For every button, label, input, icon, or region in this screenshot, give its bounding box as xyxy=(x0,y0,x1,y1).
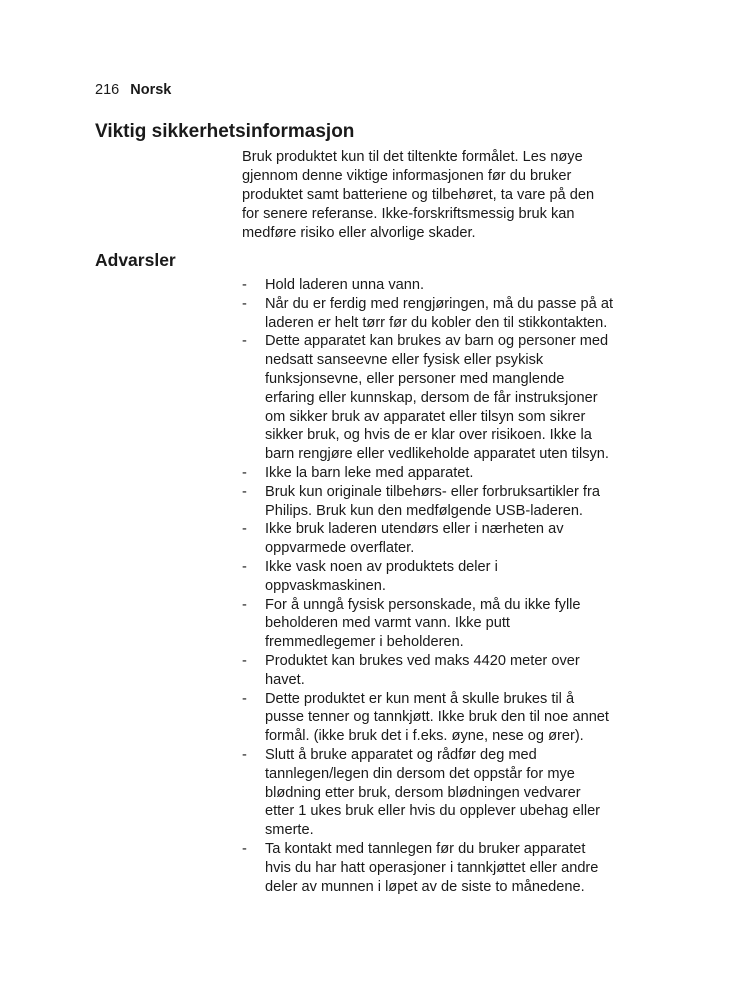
warning-item xyxy=(242,840,702,896)
bullet-dash: - xyxy=(242,746,247,763)
warning-line: oppvarmede overflater. xyxy=(265,540,415,557)
warning-item xyxy=(242,558,702,596)
warning-line: Ikke vask noen av produktets deler i xyxy=(265,558,498,575)
warning-line: Dette apparatet kan brukes av barn og personer med xyxy=(265,333,609,350)
bullet-dash: - xyxy=(242,840,247,857)
page-header xyxy=(95,82,171,98)
warning-line: laderen er helt tørr før du kobler den til stikkontakten. xyxy=(265,314,608,331)
warning-line: For å unngå fysisk personskade, må du ikke fylle xyxy=(265,596,581,613)
warning-line: Når du er ferdig med rengjøringen, må du passe på at xyxy=(265,295,614,312)
warnings-list xyxy=(242,276,702,896)
warning-line: Ikke bruk laderen utendørs eller i nærheten av xyxy=(265,521,564,538)
intro-line: Bruk produktet kun til det tiltenkte formålet. Les nøye xyxy=(242,149,583,165)
warning-line: smerte. xyxy=(265,822,314,839)
warning-line: Produktet kan brukes ved maks 4420 meter over xyxy=(265,652,580,669)
intro-line: medføre risiko eller alvorlige skader. xyxy=(242,225,476,241)
warning-line: erfaring eller kunnskap, dersom de får instruksjoner xyxy=(265,389,598,406)
page-number: 216 xyxy=(95,82,120,98)
intro-paragraph xyxy=(242,148,662,243)
warning-line: hvis du har hatt operasjoner i tannkjøttet eller andre xyxy=(265,859,599,876)
warning-line: oppvaskmaskinen. xyxy=(265,577,386,594)
warning-item xyxy=(242,332,702,464)
warning-item xyxy=(242,276,702,295)
warning-item xyxy=(242,464,702,483)
warning-line: beholderen med varmt vann. Ikke putt xyxy=(265,615,510,632)
warning-line: etter 1 ukes bruk eller hvis du opplever ubehag eller xyxy=(265,803,601,820)
warning-item xyxy=(242,652,702,690)
section-title: Viktig sikkerhetsinformasjon xyxy=(95,121,355,142)
bullet-dash: - xyxy=(242,295,247,312)
intro-line: gjennom denne viktige informasjonen før du bruker xyxy=(242,168,572,184)
warning-line: Ikke la barn leke med apparatet. xyxy=(265,464,474,481)
warning-line: nedsatt sanseevne eller fysisk eller psykisk xyxy=(265,352,544,369)
warning-line: fremmedlegemer i beholderen. xyxy=(265,634,464,651)
warning-line: Philips. Bruk kun den medfølgende USB-laderen. xyxy=(265,502,583,519)
warning-item xyxy=(242,295,702,333)
warning-item xyxy=(242,520,702,558)
warning-line: Ta kontakt med tannlegen før du bruker apparatet xyxy=(265,840,586,857)
warning-item xyxy=(242,596,702,652)
bullet-dash: - xyxy=(242,277,247,293)
bullet-dash: - xyxy=(242,690,247,707)
intro-line: for senere referanse. Ikke-forskriftsmessig bruk kan xyxy=(242,206,575,222)
warning-line: blødning etter bruk, dersom blødningen vedvarer xyxy=(265,784,581,801)
bullet-dash: - xyxy=(242,521,247,538)
warning-line: formål. (ikke bruk det i f.eks. øyne, nese og ører). xyxy=(265,728,584,745)
bullet-dash: - xyxy=(242,652,247,669)
intro-line: produktet samt batteriene og tilbehøret, ta vare på den xyxy=(242,187,595,203)
warning-item xyxy=(242,746,702,840)
bullet-dash: - xyxy=(242,558,247,575)
warning-line: pusse tenner og tannkjøtt. Ikke bruk den til noe annet xyxy=(265,709,609,726)
warning-line: Dette produktet er kun ment å skulle brukes til å xyxy=(265,690,575,707)
warning-item xyxy=(242,483,702,521)
warnings-title: Advarsler xyxy=(95,250,176,270)
warning-line: tannlegen/legen din dersom det oppstår for mye xyxy=(265,765,575,782)
warning-line: om sikker bruk av apparatet eller tilsyn som sikrer xyxy=(265,408,586,425)
warning-line: Bruk kun originale tilbehørs- eller forbruksartikler fra xyxy=(265,483,600,500)
warning-line: barn rengjøre eller vedlikeholde apparatet uten tilsyn. xyxy=(265,446,609,463)
bullet-dash: - xyxy=(242,483,247,500)
warning-line: havet. xyxy=(265,671,305,688)
warning-item xyxy=(242,690,702,746)
warning-line: Slutt å bruke apparatet og rådfør deg med xyxy=(265,746,537,763)
bullet-dash: - xyxy=(242,333,247,350)
bullet-dash: - xyxy=(242,596,247,613)
warning-line: funksjonsevne, eller personer med manglende xyxy=(265,370,565,387)
page-language: Norsk xyxy=(130,82,172,98)
warning-line: sikker bruk, og hvis de er klar over risikoen. Ikke la xyxy=(265,427,592,444)
warning-line: Hold laderen unna vann. xyxy=(265,277,425,293)
bullet-dash: - xyxy=(242,464,247,481)
warning-line: deler av munnen i løpet av de siste to månedene. xyxy=(265,878,585,895)
